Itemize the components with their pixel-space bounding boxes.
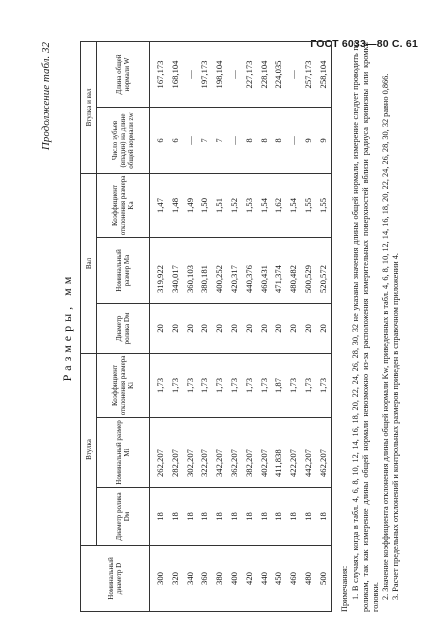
- cell-teeth-count-zw: —: [227, 107, 242, 173]
- cell-roller-diameter-vtulka: 18: [286, 488, 301, 546]
- cell-teeth-count-zw: 6: [168, 107, 183, 173]
- group-header-val: Вал: [81, 173, 97, 353]
- table-row: [197, 41, 212, 611]
- cell-roller-diameter-val: 20: [286, 303, 301, 353]
- cell-coef-ki: 1,73: [242, 353, 257, 417]
- cell-nominal-size-ma: 340,017: [168, 237, 183, 303]
- note-1: 1. В случаях, когда в табл. 4, 6, 8, 10, 12, 14, 16, 18, 20, 22, 24, 26, 28, 30, 32 не указаны значения длины общей нормали, измерение следует проводить по роликам, так как измерение длины общей нормали невозможно из-за расположения измерительных поверхностей вблизи радиуса кривизны или кромки головки.: [351, 42, 380, 612]
- cell-roller-diameter-val: 20: [271, 303, 286, 353]
- cell-teeth-count-zw: 8: [242, 107, 257, 173]
- cell-nominal-diameter: 480: [301, 546, 316, 612]
- cell-nominal-size-mi: 302,207: [183, 418, 198, 488]
- cell-nominal-size-mi: 262,207: [150, 418, 168, 488]
- cell-coef-ka: 1,54: [286, 173, 301, 237]
- cell-roller-diameter-val: 20: [257, 303, 272, 353]
- cell-nominal-size-mi: 362,207: [227, 418, 242, 488]
- cell-coef-ka: 1,55: [316, 173, 331, 237]
- cell-roller-diameter-vtulka: 18: [301, 488, 316, 546]
- cell-teeth-count-zw: 9: [301, 107, 316, 173]
- table-row: [212, 41, 227, 611]
- table-row: [242, 41, 257, 611]
- cell-common-normal-w: 197,173: [197, 41, 212, 107]
- col-header-roller-diameter-vtulka: Диаметр ролика Dм: [97, 488, 150, 546]
- cell-teeth-count-zw: 8: [271, 107, 286, 173]
- group-header-vtulka-i-val: Втулка и вал: [81, 41, 97, 173]
- cell-roller-diameter-vtulka: 18: [168, 488, 183, 546]
- cell-nominal-size-mi: 342,207: [212, 418, 227, 488]
- cell-teeth-count-zw: 7: [197, 107, 212, 173]
- cell-teeth-count-zw: 6: [150, 107, 168, 173]
- cell-coef-ki: 1,87: [271, 353, 286, 417]
- cell-common-normal-w: 227,173: [242, 41, 257, 107]
- cell-coef-ka: 1,48: [168, 173, 183, 237]
- table-continuation-label: Продолжение табл. 32: [40, 42, 52, 151]
- cell-coef-ki: 1,73: [316, 353, 331, 417]
- col-header-teeth-count-zw: Число зубьев (впадин) на длине общей нормали zw: [97, 107, 150, 173]
- cell-coef-ki: 1,73: [286, 353, 301, 417]
- cell-roller-diameter-vtulka: 18: [257, 488, 272, 546]
- cell-roller-diameter-val: 20: [212, 303, 227, 353]
- cell-teeth-count-zw: 8: [257, 107, 272, 173]
- cell-nominal-size-mi: 382,207: [242, 418, 257, 488]
- col-header-nominal-diameter: Номинальный диаметр D: [81, 546, 150, 612]
- table-title: Размеры, мм: [60, 272, 74, 382]
- col-header-coef-ka: Коэффициент отклонения размера Ka: [97, 173, 150, 237]
- page-header: ГОСТ 6033—80 С. 61: [310, 38, 418, 50]
- cell-roller-diameter-val: 20: [150, 303, 168, 353]
- cell-common-normal-w: 228,104: [257, 41, 272, 107]
- cell-nominal-size-ma: 380,181: [197, 237, 212, 303]
- rotated-page-content: [40, 42, 400, 612]
- cell-teeth-count-zw: —: [183, 107, 198, 173]
- cell-coef-ki: 1,73: [197, 353, 212, 417]
- cell-nominal-size-mi: 322,207: [197, 418, 212, 488]
- cell-coef-ka: 1,47: [150, 173, 168, 237]
- cell-coef-ka: 1,49: [183, 173, 198, 237]
- table-row: [257, 41, 272, 611]
- cell-nominal-size-mi: 462,207: [316, 418, 331, 488]
- table-row: [168, 41, 183, 611]
- cell-nominal-diameter: 320: [168, 546, 183, 612]
- table-row: [286, 41, 301, 611]
- cell-teeth-count-zw: —: [286, 107, 301, 173]
- cell-common-normal-w: 224,035: [271, 41, 286, 107]
- cell-roller-diameter-vtulka: 18: [227, 488, 242, 546]
- cell-common-normal-w: —: [286, 41, 301, 107]
- table-row: [150, 41, 168, 611]
- cell-coef-ki: 1,73: [150, 353, 168, 417]
- cell-nominal-diameter: 300: [150, 546, 168, 612]
- cell-coef-ka: 1,55: [301, 173, 316, 237]
- cell-roller-diameter-vtulka: 18: [183, 488, 198, 546]
- col-header-roller-diameter-val: Диаметр ролика Dм: [97, 303, 150, 353]
- cell-roller-diameter-val: 20: [242, 303, 257, 353]
- cell-coef-ka: 1,53: [242, 173, 257, 237]
- cell-coef-ka: 1,52: [227, 173, 242, 237]
- cell-coef-ka: 1,54: [257, 173, 272, 237]
- cell-roller-diameter-val: 20: [301, 303, 316, 353]
- cell-roller-diameter-val: 20: [316, 303, 331, 353]
- cell-roller-diameter-vtulka: 18: [242, 488, 257, 546]
- cell-nominal-size-ma: 360,103: [183, 237, 198, 303]
- cell-nominal-diameter: 500: [316, 546, 331, 612]
- cell-coef-ki: 1,73: [227, 353, 242, 417]
- col-header-nominal-size-mi: Номинальный размер Mi: [97, 418, 150, 488]
- cell-common-normal-w: 167,173: [150, 41, 168, 107]
- cell-nominal-diameter: 420: [242, 546, 257, 612]
- cell-nominal-size-mi: 422,207: [286, 418, 301, 488]
- cell-nominal-diameter: 360: [197, 546, 212, 612]
- cell-common-normal-w: 258,104: [316, 41, 331, 107]
- cell-common-normal-w: 198,104: [212, 41, 227, 107]
- cell-coef-ki: 1,73: [183, 353, 198, 417]
- cell-nominal-diameter: 380: [212, 546, 227, 612]
- cell-common-normal-w: —: [227, 41, 242, 107]
- cell-nominal-diameter: 340: [183, 546, 198, 612]
- cell-roller-diameter-vtulka: 18: [271, 488, 286, 546]
- table-row: [227, 41, 242, 611]
- cell-coef-ka: 1,50: [197, 173, 212, 237]
- cell-coef-ki: 1,73: [212, 353, 227, 417]
- cell-roller-diameter-val: 20: [168, 303, 183, 353]
- cell-coef-ka: 1,51: [212, 173, 227, 237]
- cell-common-normal-w: 257,173: [301, 41, 316, 107]
- cell-roller-diameter-vtulka: 18: [316, 488, 331, 546]
- table-row: [301, 41, 316, 611]
- cell-nominal-size-ma: 420,317: [227, 237, 242, 303]
- cell-nominal-size-ma: 460,431: [257, 237, 272, 303]
- col-header-coef-ki: Коэффициент отклонения размера Ki: [97, 353, 150, 417]
- group-header-vtulka: Втулка: [81, 353, 97, 545]
- cell-nominal-diameter: 440: [257, 546, 272, 612]
- cell-nominal-size-mi: 442,207: [301, 418, 316, 488]
- cell-nominal-size-ma: 440,376: [242, 237, 257, 303]
- cell-coef-ki: 1,73: [168, 353, 183, 417]
- cell-common-normal-w: 168,104: [168, 41, 183, 107]
- cell-teeth-count-zw: 9: [316, 107, 331, 173]
- cell-nominal-diameter: 450: [271, 546, 286, 612]
- cell-roller-diameter-vtulka: 18: [197, 488, 212, 546]
- cell-nominal-size-ma: 400,252: [212, 237, 227, 303]
- table-row: [271, 41, 286, 611]
- cell-nominal-size-ma: 500,529: [301, 237, 316, 303]
- dimensions-table: [80, 41, 332, 612]
- cell-nominal-diameter: 460: [286, 546, 301, 612]
- cell-nominal-size-mi: 402,207: [257, 418, 272, 488]
- cell-nominal-size-mi: 282,207: [168, 418, 183, 488]
- table-row: [316, 41, 331, 611]
- cell-coef-ki: 1,73: [257, 353, 272, 417]
- cell-nominal-size-ma: 471,374: [271, 237, 286, 303]
- cell-teeth-count-zw: 7: [212, 107, 227, 173]
- notes-title: Примечания:: [340, 565, 349, 612]
- cell-nominal-size-mi: 411,838: [271, 418, 286, 488]
- col-header-common-normal-w: Длина общей нормали W: [97, 41, 150, 107]
- notes-block: [340, 42, 401, 612]
- note-2: 2. Значение коэффициента отклонения длины общей нормали Kw, приведенных в табл. 4, 6, 8, 10, 12, 14, 16, 18, 20, 22, 24, 26, 28, 30, 32 равно 0,866.: [381, 73, 390, 600]
- cell-roller-diameter-vtulka: 18: [150, 488, 168, 546]
- note-3: 3. Расчет предельных отклонений и контрольных размеров приведен в справочном приложении 4.: [391, 253, 400, 600]
- cell-nominal-size-ma: 319,922: [150, 237, 168, 303]
- cell-roller-diameter-val: 20: [183, 303, 198, 353]
- cell-nominal-diameter: 400: [227, 546, 242, 612]
- cell-coef-ki: 1,73: [301, 353, 316, 417]
- col-header-nominal-size-ma: Номинальный размер Ma: [97, 237, 150, 303]
- table-row: [183, 41, 198, 611]
- cell-nominal-size-ma: 520,572: [316, 237, 331, 303]
- cell-common-normal-w: —: [183, 41, 198, 107]
- cell-roller-diameter-val: 20: [197, 303, 212, 353]
- cell-roller-diameter-val: 20: [227, 303, 242, 353]
- cell-coef-ka: 1,62: [271, 173, 286, 237]
- cell-nominal-size-ma: 480,482: [286, 237, 301, 303]
- cell-roller-diameter-vtulka: 18: [212, 488, 227, 546]
